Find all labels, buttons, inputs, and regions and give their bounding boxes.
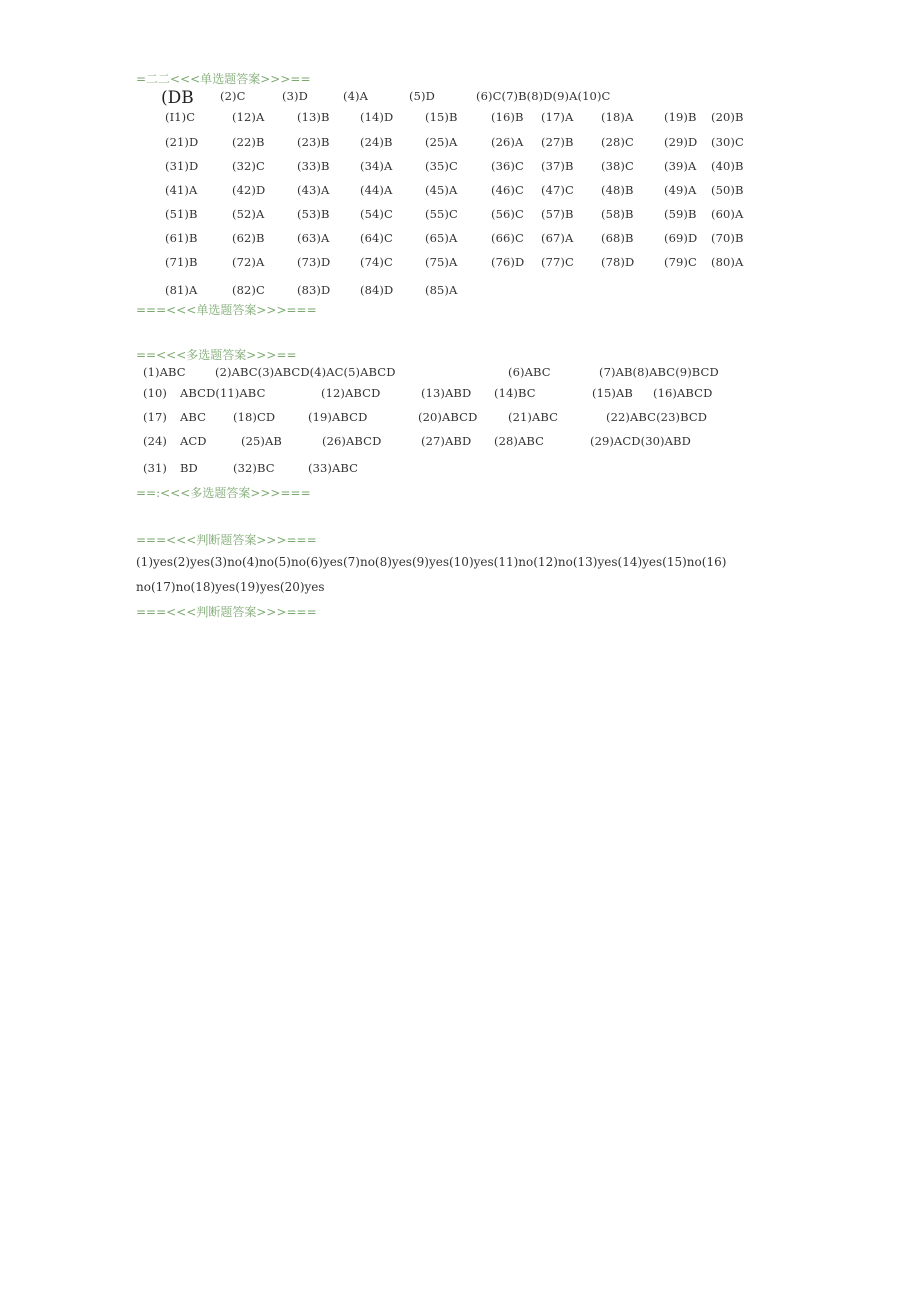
answer-cell: (71)B — [165, 255, 198, 269]
answer-cell: (28)C — [601, 135, 634, 149]
answer-cell: (74)C — [360, 255, 393, 269]
answer-cell: (35)C — [425, 159, 458, 173]
answer-cell: (12)ABCD — [321, 386, 381, 400]
answer-cell: (13)B — [297, 110, 330, 124]
answer-cell: (85)A — [425, 283, 458, 297]
answer-cell: ACD — [180, 434, 207, 448]
answer-cell: (42)D — [232, 183, 266, 197]
answer-cell: (67)A — [541, 231, 574, 245]
answer-cell: (46)C — [491, 183, 524, 197]
answer-cell: (13)ABD — [421, 386, 472, 400]
answer-cell: (61)B — [165, 231, 198, 245]
answer-cell: (41)A — [165, 183, 198, 197]
answer-cell: (2)C — [220, 89, 246, 103]
answer-cell: (6)ABC — [508, 365, 551, 379]
answer-cell: (75)A — [425, 255, 458, 269]
multi-choice-header: ==<<<多选题答案>>>== — [136, 348, 297, 362]
single-choice-footer: ===<<<单选题答案>>>=== — [136, 303, 317, 317]
answer-cell: (81)A — [165, 283, 198, 297]
answer-cell: (45)A — [425, 183, 458, 197]
answer-cell: (1)ABC — [143, 365, 186, 379]
answer-cell: (17) — [143, 410, 168, 424]
answer-cell: (I1)C — [165, 110, 196, 124]
answer-cell: (22)B — [232, 135, 265, 149]
answer-cell: (17)A — [541, 110, 574, 124]
answer-cell: (5)D — [409, 89, 435, 103]
answer-cell: (77)C — [541, 255, 574, 269]
answer-cell: (39)A — [664, 159, 697, 173]
answer-cell: (57)B — [541, 207, 574, 221]
answer-cell: (26)A — [491, 135, 524, 149]
answer-cell: (79)C — [664, 255, 697, 269]
answer-cell: (59)B — [664, 207, 697, 221]
single-choice-header: =二二<<<单选题答案>>>== — [136, 72, 311, 86]
answer-cell: (3)D — [282, 89, 308, 103]
answer-cell: (68)B — [601, 231, 634, 245]
answer-cell: (43)A — [297, 183, 330, 197]
answer-cell: (12)A — [232, 110, 265, 124]
answer-cell: (16)ABCD — [653, 386, 713, 400]
answer-cell: (37)B — [541, 159, 574, 173]
answer-cell: (66)C — [491, 231, 524, 245]
answer-cell: (84)D — [360, 283, 394, 297]
answer-cell: (30)C — [711, 135, 744, 149]
answer-cell: ABCD(11)ABC — [180, 386, 266, 400]
answer-cell: (32)C — [232, 159, 265, 173]
answer-cell: (49)A — [664, 183, 697, 197]
answer-cell: (80)A — [711, 255, 744, 269]
answer-cell: (64)C — [360, 231, 393, 245]
answer-cell: (16)B — [491, 110, 524, 124]
answer-cell: (58)B — [601, 207, 634, 221]
answer-cell: (50)B — [711, 183, 744, 197]
answer-cell: (54)C — [360, 207, 393, 221]
answer-cell: (21)D — [165, 135, 199, 149]
answer-cell: (82)C — [232, 283, 265, 297]
answer-cell: (52)A — [232, 207, 265, 221]
answer-cell: (33)B — [297, 159, 330, 173]
answer-cell: (33)ABC — [308, 461, 359, 475]
answer-cell: (38)C — [601, 159, 634, 173]
answer-cell: (24)B — [360, 135, 393, 149]
judge-answers-line-2: no(17)no(18)yes(19)yes(20)yes — [136, 580, 325, 594]
answer-cell: (4)A — [343, 89, 368, 103]
judge-header: ===<<<判断题答案>>>=== — [136, 533, 317, 547]
answer-cell: (15)B — [425, 110, 458, 124]
answer-cell: BD — [180, 461, 198, 475]
answer-cell: (70)B — [711, 231, 744, 245]
answer-cell: (26)ABCD — [322, 434, 382, 448]
judge-footer: ===<<<判断题答案>>>=== — [136, 605, 317, 619]
answer-cell: (14)BC — [494, 386, 536, 400]
answer-cell: (19)B — [664, 110, 697, 124]
judge-answers-line-1: (1)yes(2)yes(3)no(4)no(5)no(6)yes(7)no(8)yes(9)yes(10)yes(11)no(12)no(13)yes(14)yes(15)no(16) — [136, 555, 727, 569]
answer-cell: (69)D — [664, 231, 698, 245]
answer-cell: (48)B — [601, 183, 634, 197]
answer-cell: (27)B — [541, 135, 574, 149]
answer-cell: (20)B — [711, 110, 744, 124]
answer-cell: (6)C(7)B(8)D(9)A(10)C — [476, 89, 611, 103]
answer-cell: (18)CD — [233, 410, 276, 424]
answer-cell: (24) — [143, 434, 168, 448]
answer-cell: (56)C — [491, 207, 524, 221]
answer-cell: (76)D — [491, 255, 525, 269]
answer-cell: (22)ABC(23)BCD — [606, 410, 708, 424]
answer-cell: (83)D — [297, 283, 331, 297]
answer-cell: (55)C — [425, 207, 458, 221]
answer-cell: (31)D — [165, 159, 199, 173]
answer-cell: (32)BC — [233, 461, 275, 475]
answer-cell: (DB — [161, 88, 194, 108]
answer-cell: (78)D — [601, 255, 635, 269]
answer-cell: (65)A — [425, 231, 458, 245]
answer-cell: (25)A — [425, 135, 458, 149]
answer-cell: (53)B — [297, 207, 330, 221]
answer-cell: (15)AB — [592, 386, 633, 400]
answer-cell: (36)C — [491, 159, 524, 173]
answer-cell: (44)A — [360, 183, 393, 197]
answer-cell: (62)B — [232, 231, 265, 245]
answer-cell: (28)ABC — [494, 434, 545, 448]
answer-cell: (47)C — [541, 183, 574, 197]
answer-cell: (29)D — [664, 135, 698, 149]
answer-cell: (34)A — [360, 159, 393, 173]
answer-cell: (25)AB — [241, 434, 282, 448]
answer-cell: (21)ABC — [508, 410, 559, 424]
multi-choice-footer: ==:<<<多选题答案>>>=== — [136, 486, 311, 500]
answer-cell: (23)B — [297, 135, 330, 149]
answer-cell: (10) — [143, 386, 168, 400]
answer-cell: (73)D — [297, 255, 331, 269]
answer-cell: (40)B — [711, 159, 744, 173]
answer-cell: (51)B — [165, 207, 198, 221]
answer-cell: (72)A — [232, 255, 265, 269]
answer-cell: (2)ABC(3)ABCD(4)AC(5)ABCD — [215, 365, 396, 379]
answer-cell: (27)ABD — [421, 434, 472, 448]
answer-cell: (20)ABCD — [418, 410, 478, 424]
answer-cell: (14)D — [360, 110, 394, 124]
answer-cell: (63)A — [297, 231, 330, 245]
answer-cell: (7)AB(8)ABC(9)BCD — [599, 365, 719, 379]
answer-cell: ABC — [180, 410, 207, 424]
answer-cell: (31) — [143, 461, 168, 475]
answer-cell: (29)ACD(30)ABD — [590, 434, 691, 448]
answer-cell: (18)A — [601, 110, 634, 124]
answer-cell: (19)ABCD — [308, 410, 368, 424]
answer-cell: (60)A — [711, 207, 744, 221]
